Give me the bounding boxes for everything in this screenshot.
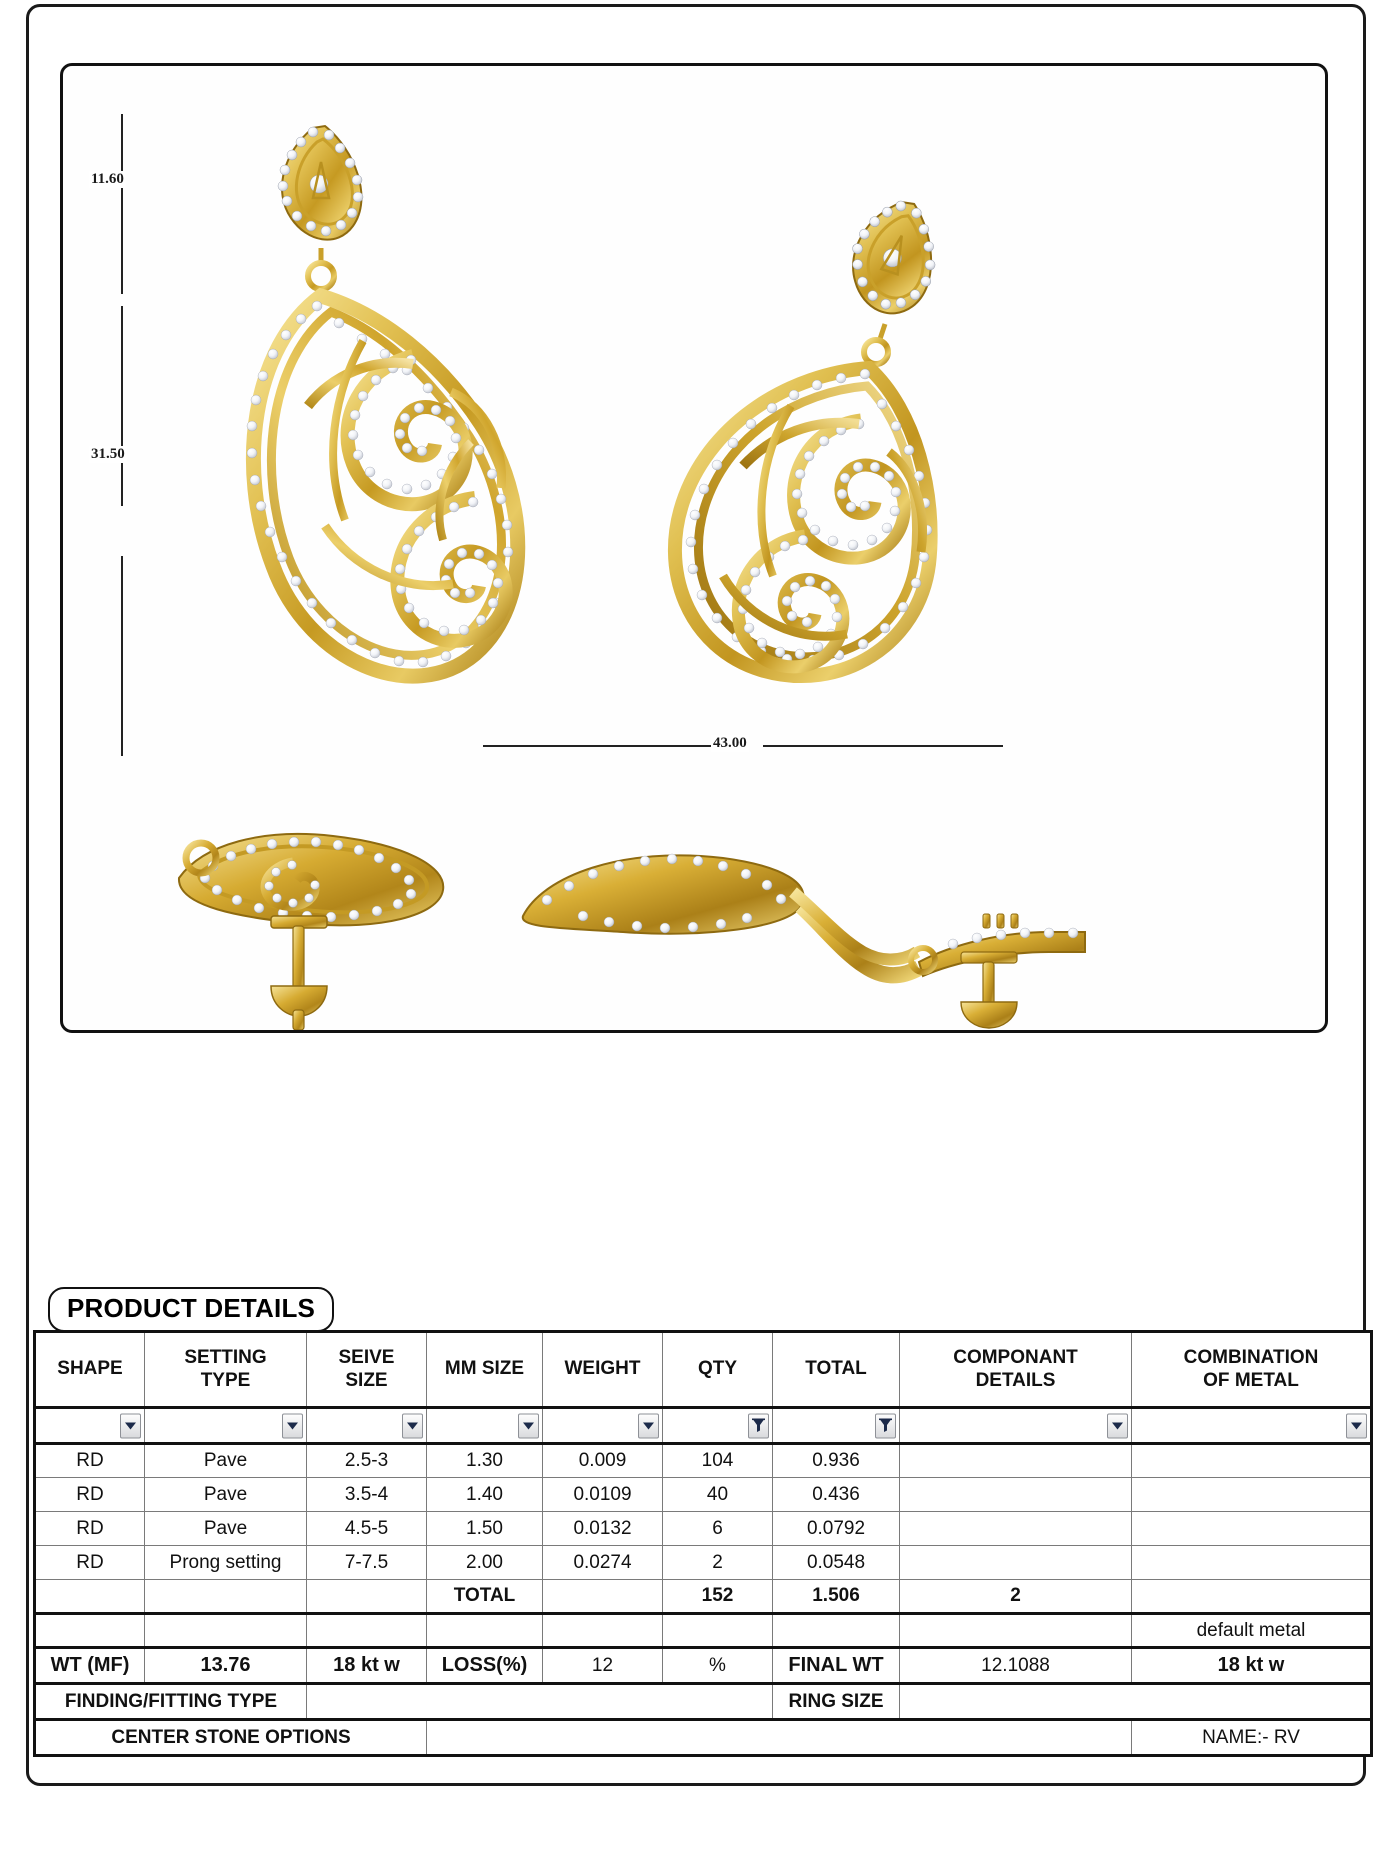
cell-combination-of-metal — [1132, 1478, 1372, 1512]
cell-total: 0.936 — [773, 1444, 900, 1478]
funnel-filter-icon[interactable] — [748, 1413, 769, 1438]
header-componant-details — [900, 1332, 1132, 1408]
total-cell-componant-details: 2 — [900, 1580, 1132, 1614]
header-total-label: TOTAL — [805, 1358, 867, 1380]
table-weight-row — [35, 1648, 1372, 1684]
center-stone-options-value[interactable] — [427, 1720, 1132, 1756]
total-label: TOTAL — [427, 1580, 543, 1614]
cell-weight: 0.0109 — [543, 1478, 663, 1512]
filter-cell-total[interactable] — [773, 1408, 900, 1444]
header-componant-details-line1: COMPONANT — [953, 1347, 1078, 1369]
dimension-label-drop-height: 31.50 — [91, 446, 125, 462]
filter-cell-combination-of-metal[interactable] — [1132, 1408, 1372, 1444]
cell-shape: RD — [35, 1444, 145, 1478]
wt-mf-value: 13.76 — [145, 1648, 307, 1684]
funnel-filter-icon[interactable] — [875, 1413, 896, 1438]
cell-componant-details — [900, 1478, 1132, 1512]
finding-fitting-type-label: FINDING/FITTING TYPE — [35, 1684, 307, 1720]
dimension-label-top-height: 11.60 — [91, 171, 124, 187]
header-setting-type-line2: TYPE — [200, 1369, 251, 1391]
dropdown-arrow-icon[interactable] — [638, 1413, 659, 1438]
cell-seive-size: 2.5-3 — [307, 1444, 427, 1478]
header-combination-of-metal — [1132, 1332, 1372, 1408]
cell-qty: 104 — [663, 1444, 773, 1478]
table-row — [35, 1546, 1372, 1580]
table-row — [35, 1512, 1372, 1546]
final-metal-value: 18 kt w — [1132, 1648, 1372, 1684]
table-row — [35, 1478, 1372, 1512]
designer-name-label: NAME:- RV — [1132, 1720, 1372, 1756]
cell-weight: 0.0274 — [543, 1546, 663, 1580]
cell-mm-size: 1.30 — [427, 1444, 543, 1478]
earring-angled-view-right — [593, 176, 953, 716]
dimension-label-width: 43.00 — [713, 735, 747, 751]
cell-shape: RD — [35, 1478, 145, 1512]
filter-cell-weight[interactable] — [543, 1408, 663, 1444]
header-shape — [35, 1332, 145, 1408]
filter-cell-componant-details[interactable] — [900, 1408, 1132, 1444]
header-total — [773, 1332, 900, 1408]
center-stone-options-label: CENTER STONE OPTIONS — [35, 1720, 427, 1756]
dimension-line-width-right — [763, 745, 1003, 747]
final-wt-label: FINAL WT — [773, 1648, 900, 1684]
dm-cell-7 — [773, 1614, 900, 1648]
dropdown-arrow-icon[interactable] — [1346, 1413, 1367, 1438]
filter-cell-seive-size[interactable] — [307, 1408, 427, 1444]
header-combination-line2: OF METAL — [1203, 1369, 1299, 1391]
dimension-line-width-left — [483, 745, 711, 747]
dm-cell-2 — [145, 1614, 307, 1648]
header-qty-label: QTY — [697, 1358, 738, 1380]
total-cell-seive-size — [307, 1580, 427, 1614]
dm-cell-3 — [307, 1614, 427, 1648]
header-mm-size-label: MM SIZE — [444, 1358, 525, 1380]
header-setting-type — [145, 1332, 307, 1408]
cell-qty: 2 — [663, 1546, 773, 1580]
table-center-stone-row — [35, 1720, 1372, 1756]
loss-percent-unit: % — [663, 1648, 773, 1684]
earring-profile-view-wide — [483, 766, 1113, 1033]
table-finding-row — [35, 1684, 1372, 1720]
dm-cell-6 — [663, 1614, 773, 1648]
cell-total: 0.0792 — [773, 1512, 900, 1546]
loss-percent-label: LOSS(%) — [427, 1648, 543, 1684]
cell-qty: 40 — [663, 1478, 773, 1512]
cell-shape: RD — [35, 1546, 145, 1580]
total-cell-combination-of-metal — [1132, 1580, 1372, 1614]
cell-weight: 0.0132 — [543, 1512, 663, 1546]
default-metal-label: default metal — [1132, 1614, 1372, 1648]
header-weight — [543, 1332, 663, 1408]
cell-seive-size: 4.5-5 — [307, 1512, 427, 1546]
dropdown-arrow-icon[interactable] — [518, 1413, 539, 1438]
filter-cell-qty[interactable] — [663, 1408, 773, 1444]
ring-size-label: RING SIZE — [773, 1684, 900, 1720]
header-setting-type-line1: SETTING — [184, 1347, 267, 1369]
cell-shape: RD — [35, 1512, 145, 1546]
cell-total: 0.436 — [773, 1478, 900, 1512]
header-combination-line1: COMBINATION — [1183, 1347, 1319, 1369]
dropdown-arrow-icon[interactable] — [282, 1413, 303, 1438]
cell-qty: 6 — [663, 1512, 773, 1546]
cell-total: 0.0548 — [773, 1546, 900, 1580]
product-details-badge: PRODUCT DETAILS — [48, 1287, 334, 1332]
cell-weight: 0.009 — [543, 1444, 663, 1478]
final-wt-value: 12.1088 — [900, 1648, 1132, 1684]
cell-setting-type: Prong setting — [145, 1546, 307, 1580]
header-mm-size — [427, 1332, 543, 1408]
header-seive-size-line1: SEIVE — [338, 1347, 395, 1369]
earring-side-view-small — [143, 766, 473, 1033]
cell-setting-type: Pave — [145, 1512, 307, 1546]
cell-componant-details — [900, 1444, 1132, 1478]
cell-mm-size: 1.40 — [427, 1478, 543, 1512]
finding-fitting-type-value[interactable] — [307, 1684, 773, 1720]
dm-cell-1 — [35, 1614, 145, 1648]
specification-table — [33, 1330, 1373, 1757]
dm-cell-4 — [427, 1614, 543, 1648]
dm-cell-5 — [543, 1614, 663, 1648]
dimension-line-drop-height-lower — [121, 556, 123, 756]
cell-setting-type: Pave — [145, 1478, 307, 1512]
filter-cell-shape[interactable] — [35, 1408, 145, 1444]
cell-combination-of-metal — [1132, 1546, 1372, 1580]
table-filter-row — [35, 1408, 1372, 1444]
loss-percent-value: 12 — [543, 1648, 663, 1684]
cell-mm-size: 2.00 — [427, 1546, 543, 1580]
header-seive-size-line2: SIZE — [345, 1369, 388, 1391]
specification-table-wrapper — [33, 1330, 1370, 1757]
header-weight-label: WEIGHT — [564, 1358, 641, 1380]
table-total-row — [35, 1580, 1372, 1614]
total-cell-total: 1.506 — [773, 1580, 900, 1614]
header-qty — [663, 1332, 773, 1408]
total-cell-weight — [543, 1580, 663, 1614]
cell-seive-size: 7-7.5 — [307, 1546, 427, 1580]
header-shape-label: SHAPE — [57, 1358, 123, 1380]
dimension-line-top-height — [121, 114, 123, 294]
wt-mf-label: WT (MF) — [35, 1648, 145, 1684]
header-componant-details-line2: DETAILS — [975, 1369, 1056, 1391]
earring-front-view-left — [213, 106, 553, 706]
cell-mm-size: 1.50 — [427, 1512, 543, 1546]
header-seive-size — [307, 1332, 427, 1408]
total-cell-qty: 152 — [663, 1580, 773, 1614]
dropdown-arrow-icon[interactable] — [1107, 1413, 1128, 1438]
wt-metal-value: 18 kt w — [307, 1648, 427, 1684]
filter-cell-setting-type[interactable] — [145, 1408, 307, 1444]
table-row — [35, 1444, 1372, 1478]
cell-setting-type: Pave — [145, 1444, 307, 1478]
filter-cell-mm-size[interactable] — [427, 1408, 543, 1444]
cell-combination-of-metal — [1132, 1512, 1372, 1546]
ring-size-value[interactable] — [900, 1684, 1372, 1720]
cell-componant-details — [900, 1512, 1132, 1546]
cell-seive-size: 3.5-4 — [307, 1478, 427, 1512]
table-default-metal-row — [35, 1614, 1372, 1648]
total-cell-setting-type — [145, 1580, 307, 1614]
total-cell-shape — [35, 1580, 145, 1614]
dropdown-arrow-icon[interactable] — [402, 1413, 423, 1438]
table-header-row — [35, 1332, 1372, 1408]
dm-cell-8 — [900, 1614, 1132, 1648]
cell-componant-details — [900, 1546, 1132, 1580]
cell-combination-of-metal — [1132, 1444, 1372, 1478]
product-image-panel — [60, 63, 1328, 1033]
dropdown-arrow-icon[interactable] — [120, 1413, 141, 1438]
dimension-line-drop-height — [121, 306, 123, 506]
